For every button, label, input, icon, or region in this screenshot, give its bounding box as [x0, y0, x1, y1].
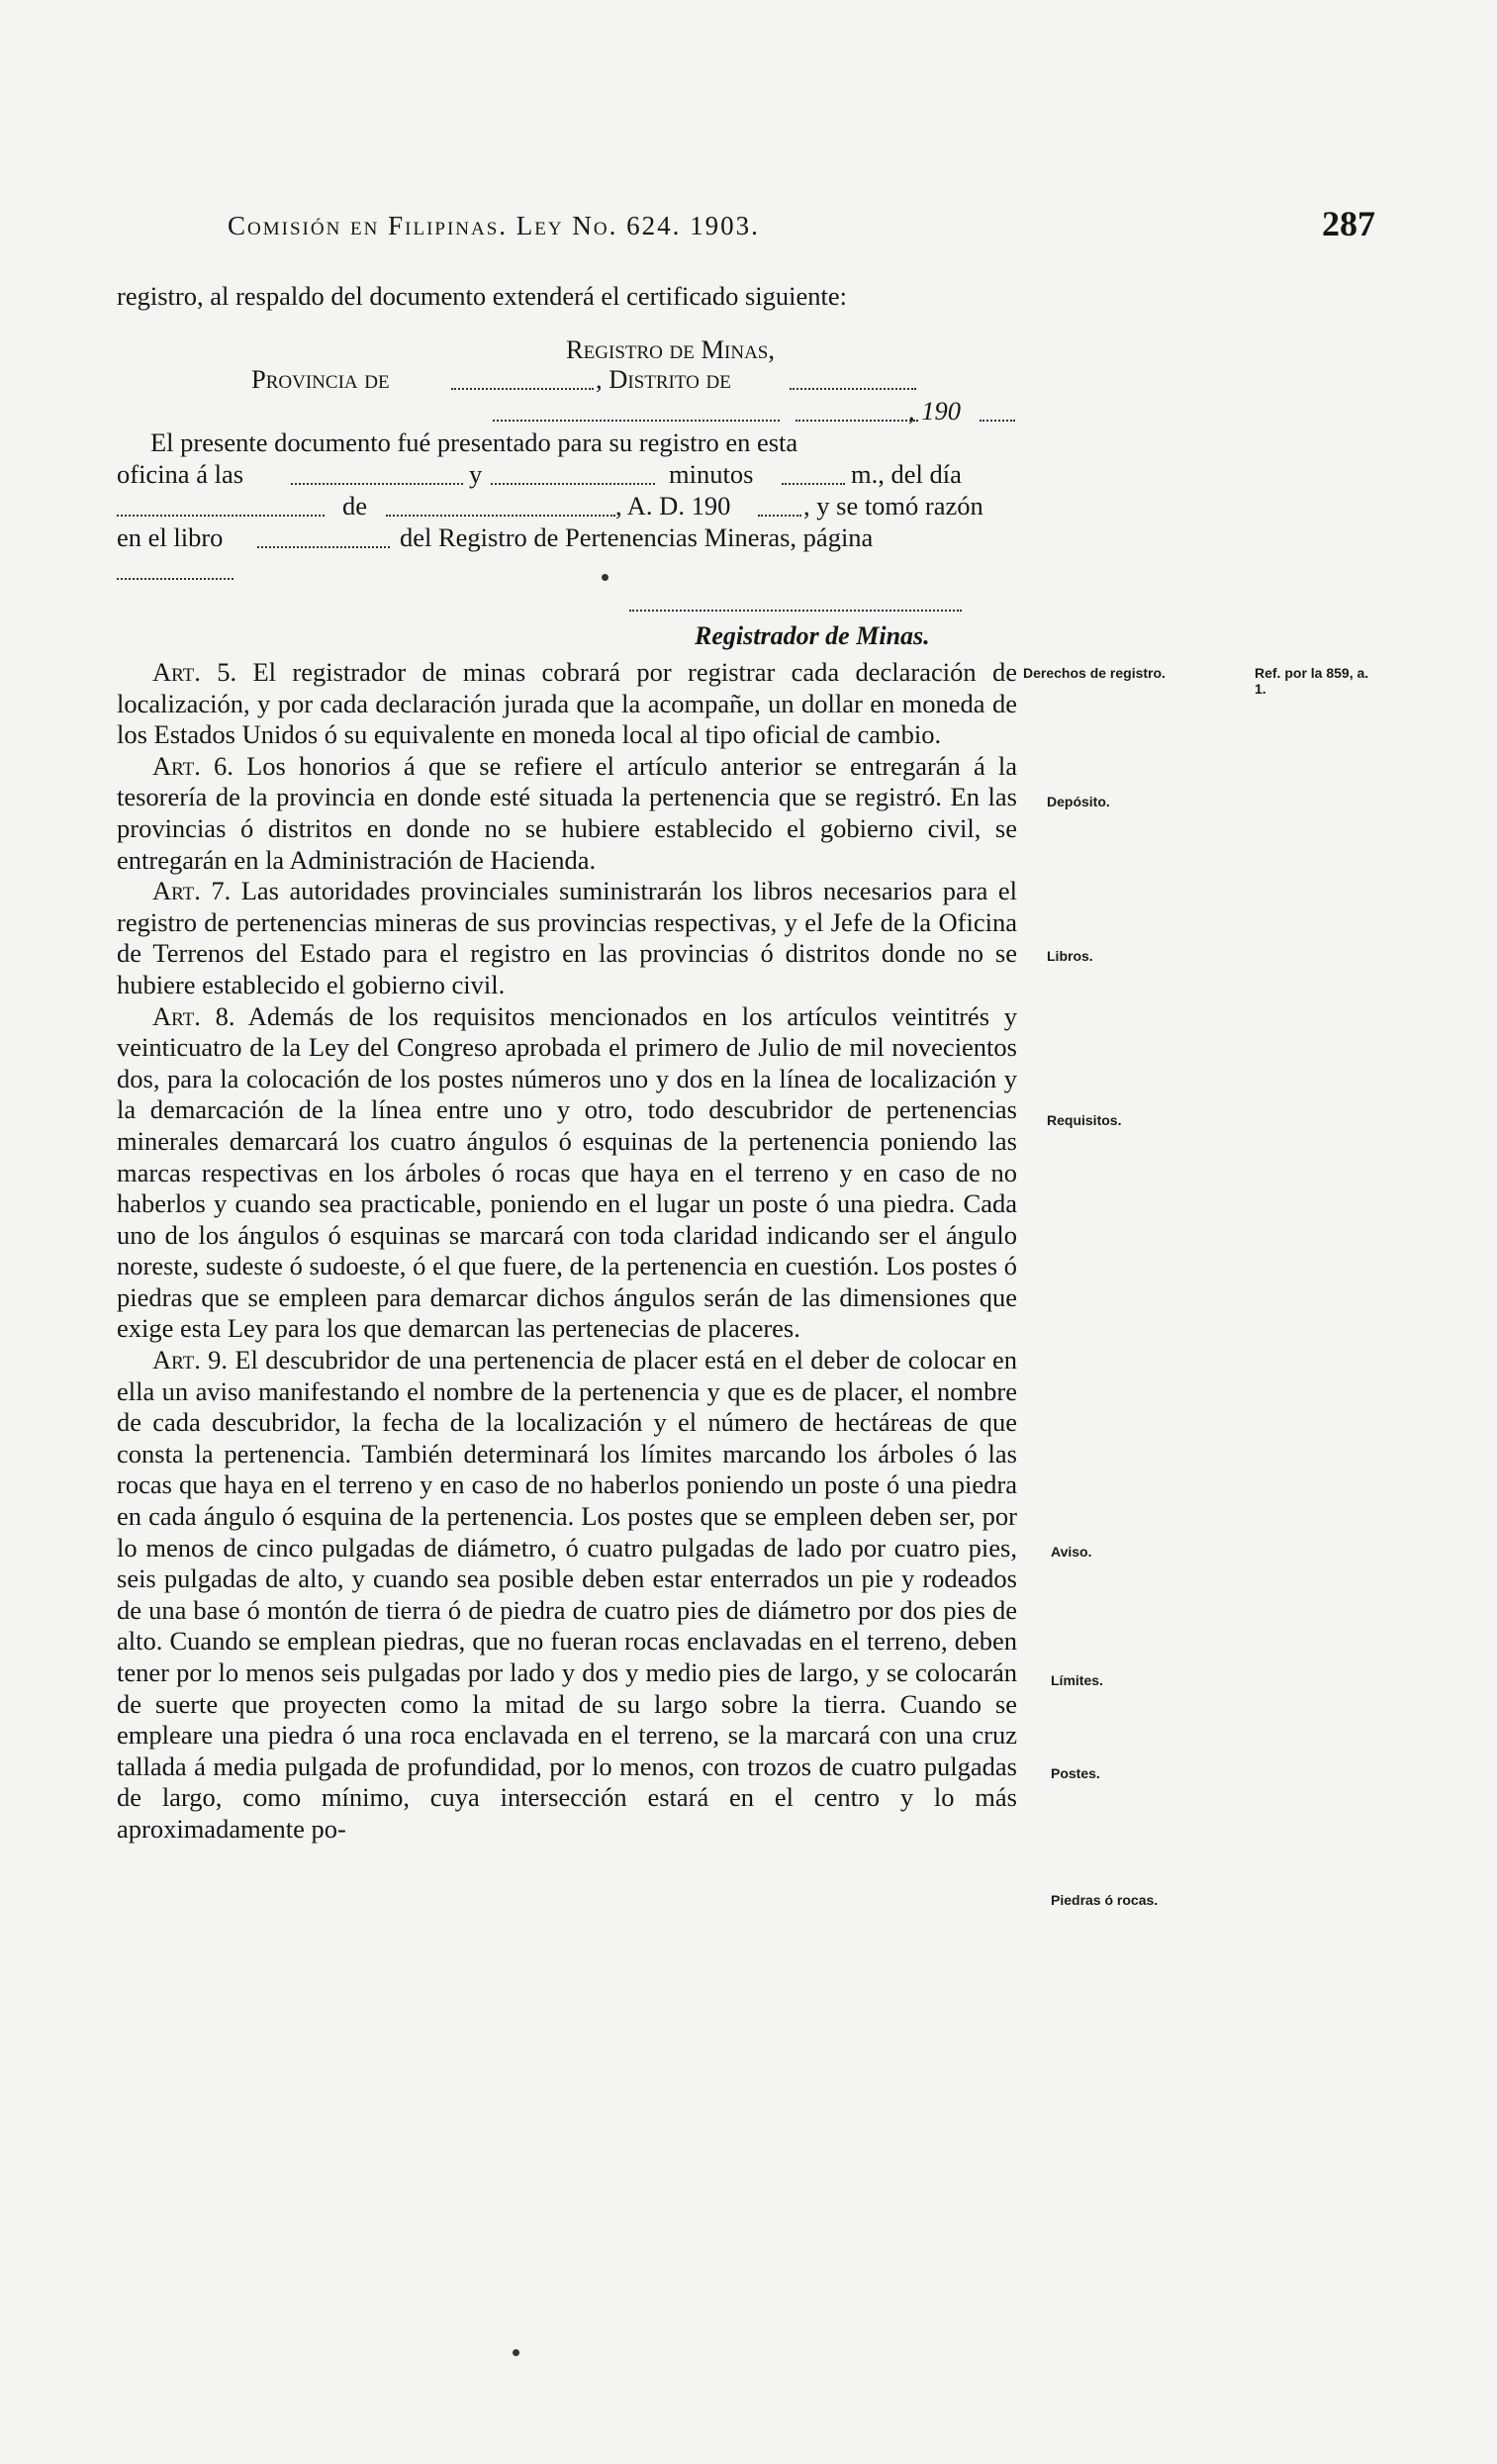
form-blank [493, 420, 780, 422]
form-blank [451, 388, 594, 390]
article-7-label: Art. 7. [152, 876, 232, 906]
form-office-label: oficina á las [117, 459, 244, 489]
form-province-label: Provincia de [251, 364, 390, 394]
article-9-text: El descubridor de una pertenencia de placer está en el deber de colocar en ella un aviso manifestando el nombre de la pertenencia y que es de placer, el nombre de cada descubridor, la fecha de la localización y el número de hectáreas de que consta la pertenencia. También determinará los límites marcando los árboles ó las rocas que haya en el terreno y en caso de no haberlos poniendo un poste ó una piedra en cada ángulo ó esquina de la pertenencia. Los postes que se empleen deben ser, por lo menos de cinco pulgadas de diámetro, ó cuatro pulgadas de lado por cuatro pies, seis pulgadas de alto, y cuando sea posible deben estar enterrados un pie y rodeados de una base ó montón de tierra ó de piedra de cuatro pies de diámetro por dos pies de alto. Cuando se emplean piedras, que no fueran rocas enclavadas en el terreno, deben tener por lo menos seis pulgadas por lado y dos y medio pies de largo, y se colocarán de suerte que proyecten como la mitad de su largo sobre la tierra. Cuando se empleare una piedra ó una roca enclavada en el terreno, se la marcará con una cruz tallada á media pulgada de profundidad, por lo menos, con trozos de cuatro pulgadas de largo, como mínimo, cuya intersección estará en el centro y lo más aproximadamente po- [117, 1345, 1018, 1844]
intro-text: registro, al respaldo del documento extenderá el certificado siguiente: [117, 281, 848, 311]
margin-note-piedras: Piedras ó rocas. [1051, 1892, 1159, 1908]
form-blank [758, 515, 801, 517]
header-title: Comisión en Filipinas. Ley No. 624. 1903. [228, 211, 760, 240]
form-and: y [469, 459, 483, 489]
article-7 [117, 876, 1017, 1000]
form-year: , 190 [908, 396, 961, 426]
form-reason: , y se tomó razón [803, 491, 983, 521]
form-blank [782, 483, 845, 485]
registrar-signature: Registrador de Minas. [695, 621, 930, 650]
article-5-text: El registrador de minas cobrará por registrar cada declaración de localización, y por cada declaración jurada que la acompañe, un dollar en moneda de los Estados Unidos ó su equivalente en moneda local al tipo oficial de cambio. [117, 657, 1018, 750]
article-8-label: Art. 8. [152, 1000, 235, 1031]
form-district-label: , Distrito de [596, 364, 731, 394]
form-blank [257, 546, 390, 548]
form-blank [117, 578, 234, 580]
form-blank [980, 420, 1015, 422]
article-6-label: Art. 6. [152, 750, 234, 781]
intro-paragraph [117, 281, 1017, 313]
form-ad: , A. D. 190 [615, 491, 731, 521]
page-number: 287 [1322, 204, 1375, 243]
form-blank [291, 483, 463, 485]
margin-note-requisitos: Requisitos. [1047, 1112, 1122, 1128]
form-blank [795, 420, 918, 422]
margin-note-derechos: Derechos de registro. [1023, 665, 1166, 681]
form-of: de [342, 491, 368, 521]
running-header [228, 203, 1375, 252]
article-6-text: Los honorios á que se refiere el artículo anterior se entregarán á la tesorería de la provincia en donde esté situada la pertenencia que se registró. En las provincias ó distritos en donde no se hubiere establecido el gobierno civil, se entregarán en la Administración de Hacienda. [117, 750, 1018, 875]
margin-note-deposito: Depósito. [1047, 794, 1110, 809]
form-day-label: m., del día [851, 459, 962, 489]
margin-note-aviso: Aviso. [1051, 1544, 1092, 1560]
article-5 [117, 657, 1017, 751]
margin-note-ref: Ref. por la 859, a. 1. [1255, 665, 1369, 697]
articles-body [117, 657, 1017, 1846]
article-7-text: Las autoridades provinciales suministrarán los libros necesarios para el registro de pertenencias mineras de sus provincias respectivas, y el Jefe de la Oficina de Terrenos del Estado para el registro en las provincias ó distritos donde no se hubiere establecido el gobierno civil. [117, 876, 1017, 999]
form-minutes-label: minutos [669, 459, 754, 489]
margin-note-limites: Límites. [1051, 1672, 1103, 1688]
form-blank [491, 483, 655, 485]
margin-note-libros: Libros. [1047, 948, 1093, 964]
article-9 [117, 1345, 1017, 1846]
margin-note-postes: Postes. [1051, 1765, 1100, 1781]
ink-speck [513, 2349, 519, 2356]
form-presented-text: El presente documento fué presentado para su registro en esta [150, 427, 798, 457]
form-blank [386, 515, 615, 517]
article-9-label: Art. 9. [152, 1345, 229, 1375]
form-registry-title: Registro de Minas, [566, 334, 775, 364]
form-blank [117, 515, 325, 517]
form-blank [790, 388, 916, 390]
article-8 [117, 1001, 1017, 1346]
article-6 [117, 751, 1017, 876]
article-5-label: Art. 5. [152, 657, 237, 687]
ink-speck [602, 574, 608, 581]
signature-line [629, 610, 962, 612]
article-8-text: Además de los requisitos mencionados en los artículos veintitrés y veinticuatro de la Ley del Congreso aprobada el primero de Julio de mil novecientos dos, para la colocación de los postes números uno y dos en la línea de localización y la demarcación de la línea entre uno y otro, todo descubridor de pertenencias minerales demarcará los cuatro ángulos ó esquinas de la pertenencia poniendo las marcas respectivas en los árboles ó rocas que haya en el terreno y en caso de no haberlos y cuando sea practicable, poniendo en el lugar un poste ó una piedra. Cada uno de los ángulos ó esquinas se marcará con toda claridad indicando ser el ángulo noreste, sudeste ó sudoeste, ó el que fuere, de la pertenencia en cuestión. Los postes ó piedras que se empleen para demarcar dichos ángulos serán de las dimensiones que exige esta Ley para los que demarcan las pertenecias de placeres. [117, 1000, 1017, 1344]
form-book-text: del Registro de Pertenencias Mineras, página [400, 522, 874, 552]
form-book-label: en el libro [117, 522, 224, 552]
